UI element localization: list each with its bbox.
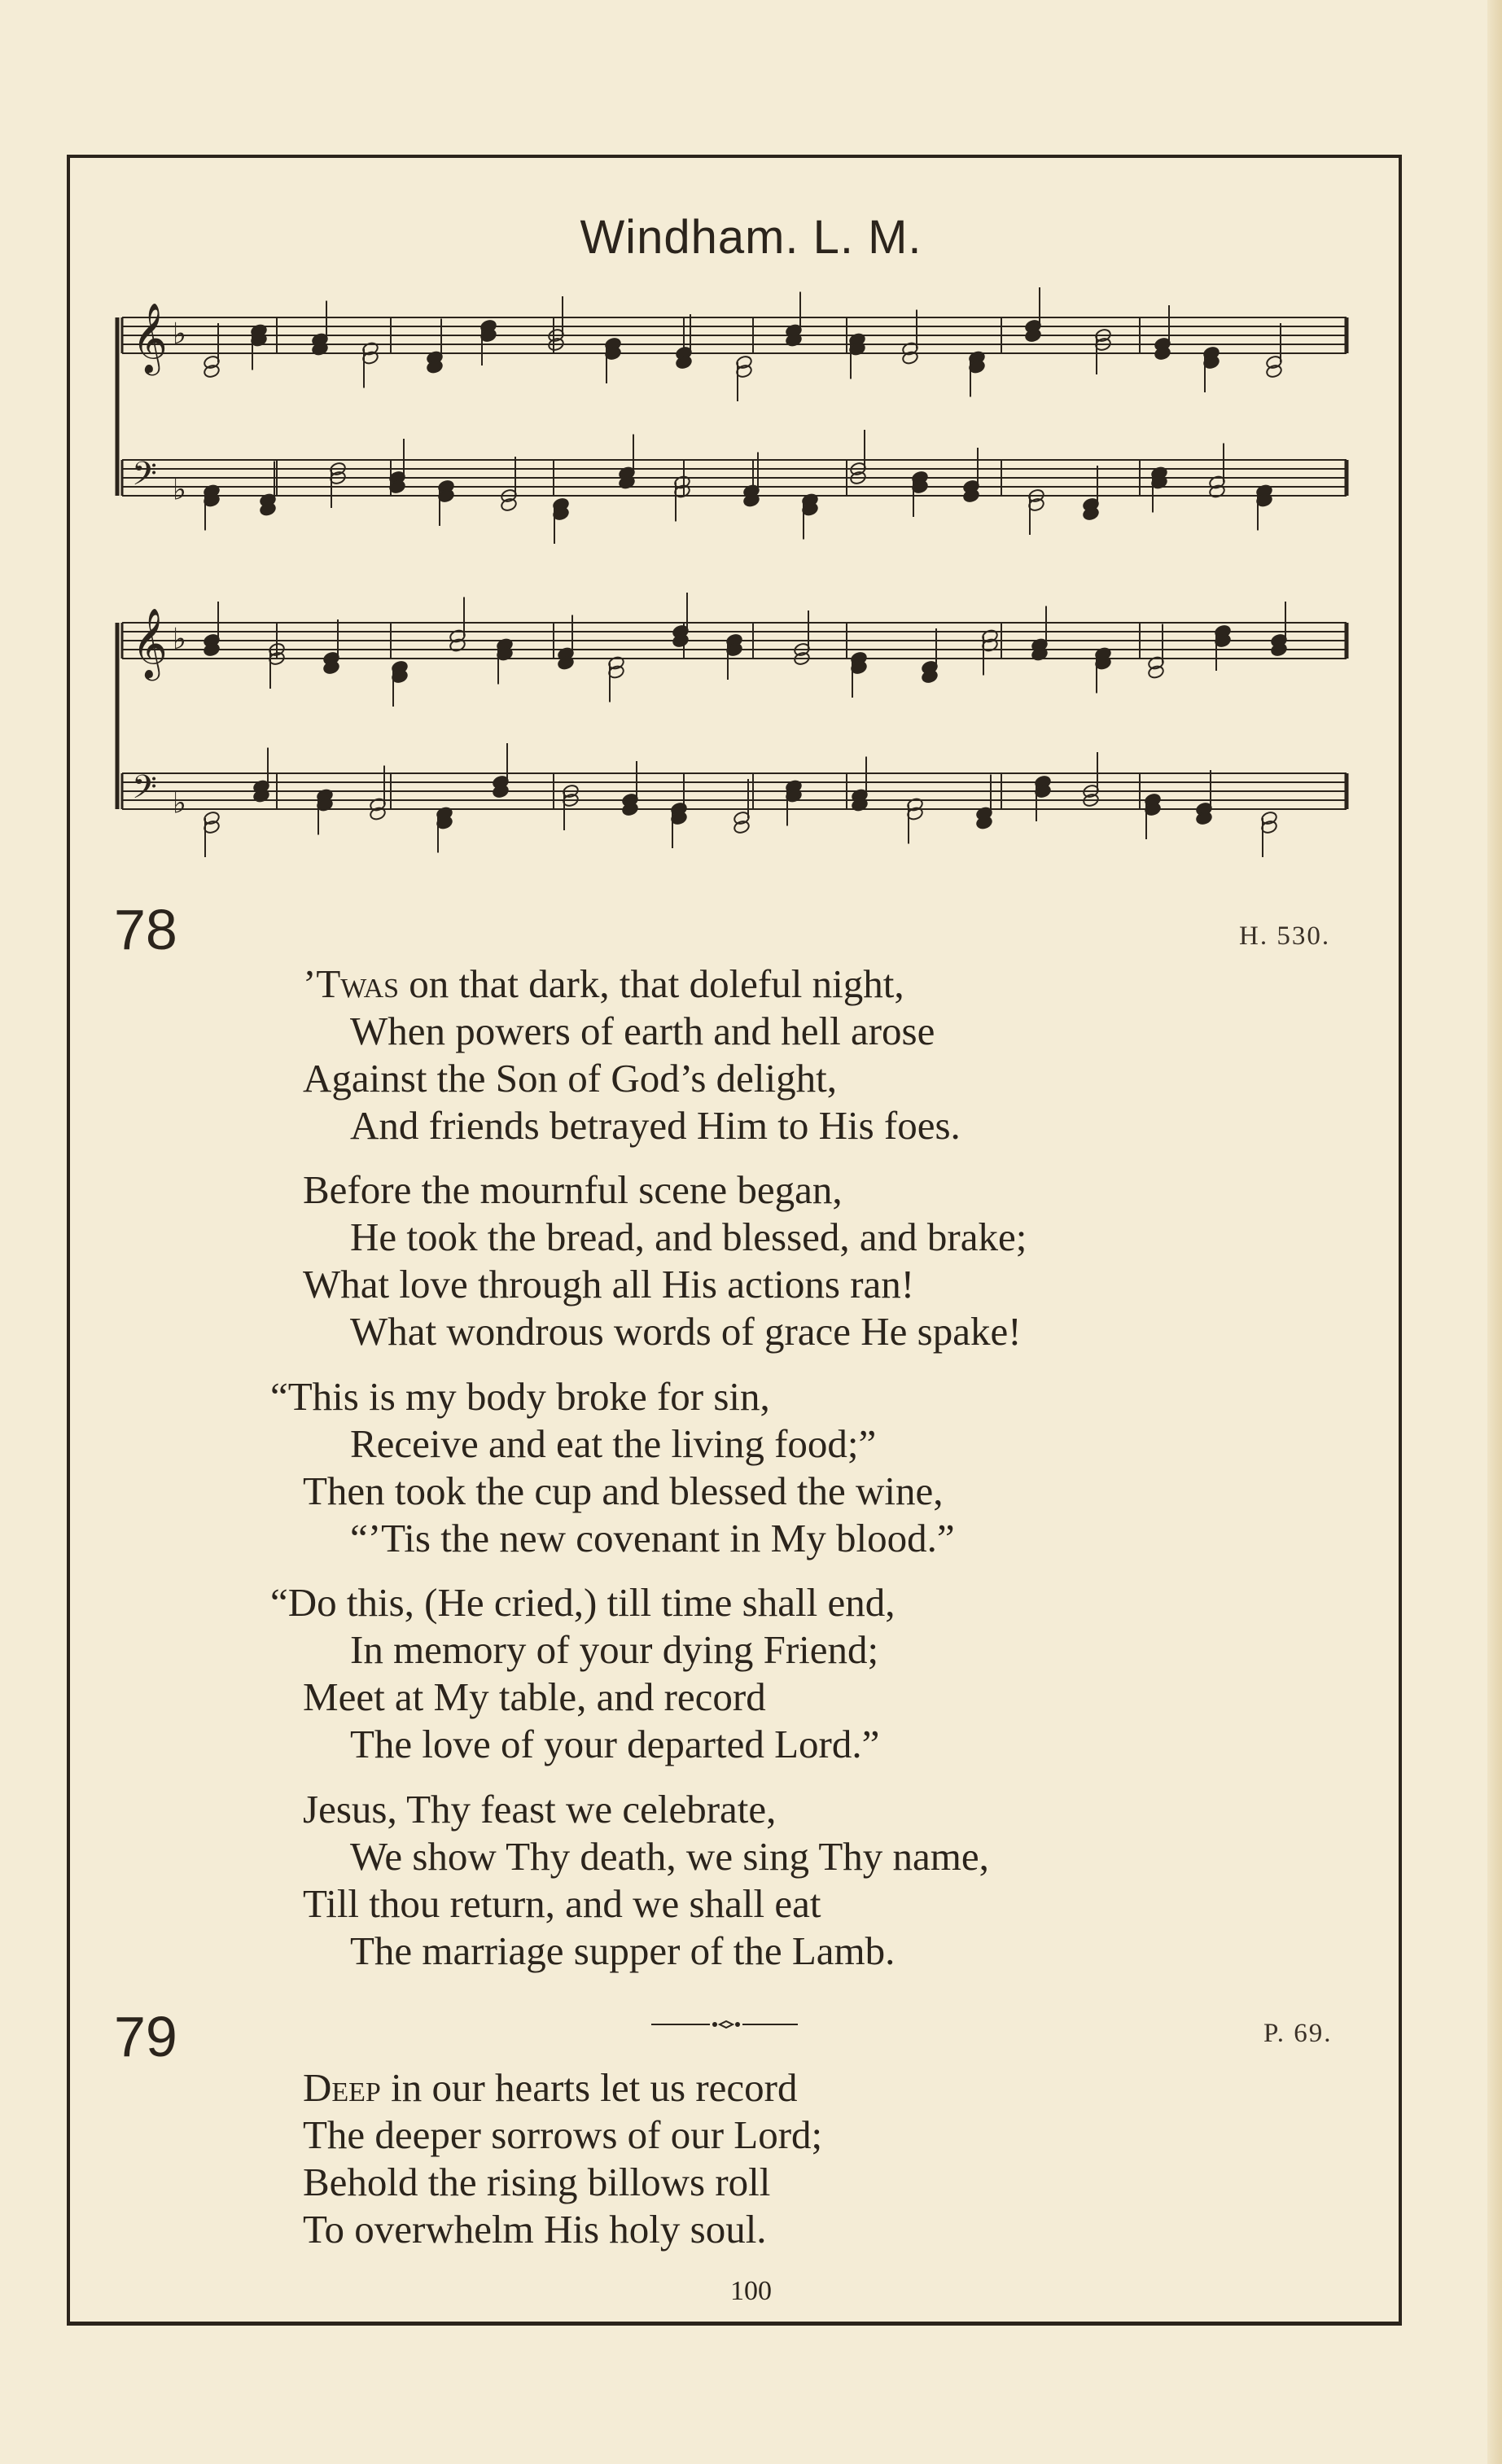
tune-title: Windham. L. M. <box>580 211 922 264</box>
verse-line-rest: on that dark, that doleful night, <box>399 961 904 1006</box>
treble-clef-icon: 𝄞 <box>132 608 168 678</box>
verse-line <box>303 961 961 1008</box>
verse-line: “This is my body broke for sin, <box>270 1374 770 1419</box>
verse-line <box>303 2064 822 2112</box>
ornament-divider <box>651 2020 798 2029</box>
verse-line: Then took the cup and blessed the wine, <box>303 1468 944 1513</box>
bass-clef-icon: 𝄢 <box>132 455 157 501</box>
stanza <box>303 961 961 1149</box>
verse-line: Jesus, Thy feast we celebrate, <box>303 1787 777 1832</box>
flat-icon: ♭ <box>173 786 186 821</box>
verse-line: The deeper sorrows of our Lord; <box>303 2112 823 2157</box>
verse-line: Behold the rising billows roll <box>303 2160 771 2204</box>
verse-line: In memory of your dying Friend; <box>350 1627 879 1672</box>
verse-line: We show Thy death, we sing Thy name, <box>350 1834 989 1879</box>
verse-line: When powers of earth and hell arose <box>350 1009 935 1053</box>
verse-line: Against the Son of God’s delight, <box>303 1056 838 1101</box>
flat-icon: ♭ <box>173 317 186 351</box>
verse-line: Meet at My table, and record <box>303 1674 766 1719</box>
stanza <box>303 1166 1027 1355</box>
treble-clef-icon: 𝄞 <box>132 303 168 373</box>
page-edge <box>1487 0 1502 2464</box>
stanza <box>303 1786 989 1975</box>
hymn-number: 79 <box>114 2005 177 2068</box>
verse-line-opening: Deep <box>303 2065 381 2110</box>
hymn-reference: P. 69. <box>1263 2019 1333 2048</box>
verse-line: What wondrous words of grace He spake! <box>350 1309 1022 1354</box>
verse-line-rest: in our hearts let us record <box>380 2065 798 2110</box>
verse-line: To overwhelm His holy soul. <box>303 2207 767 2252</box>
verse-line: The marriage supper of the Lamb. <box>350 1928 896 1973</box>
flat-icon: ♭ <box>173 623 186 656</box>
verse-line: Till thou return, and we shall eat <box>303 1881 821 1926</box>
verse-line: What love through all His actions ran! <box>303 1262 915 1306</box>
verse-line: The love of your departed Lord.” <box>350 1722 880 1766</box>
verse-line: He took the bread, and blessed, and brake; <box>350 1214 1027 1259</box>
verse-line: Receive and eat the living food;” <box>350 1421 877 1466</box>
bass-clef-icon: 𝄢 <box>132 768 157 814</box>
verse-line-opening: ’Twas <box>303 961 400 1006</box>
hymn-number: 78 <box>114 898 177 961</box>
verse-line: Before the mournful scene began, <box>303 1167 843 1212</box>
music-score <box>114 285 1351 871</box>
flat-icon: ♭ <box>173 473 186 507</box>
verse-line: “’Tis the new covenant in My blood.” <box>350 1516 955 1560</box>
page-number: 100 <box>730 2276 772 2306</box>
stanza <box>270 1579 896 1768</box>
verse-line: “Do this, (He cried,) till time shall end, <box>270 1580 896 1625</box>
verse-line: And friends betrayed Him to His foes. <box>350 1103 961 1148</box>
stanza <box>270 1373 955 1562</box>
hymn-reference: H. 530. <box>1239 921 1331 951</box>
stanza <box>303 2064 822 2253</box>
